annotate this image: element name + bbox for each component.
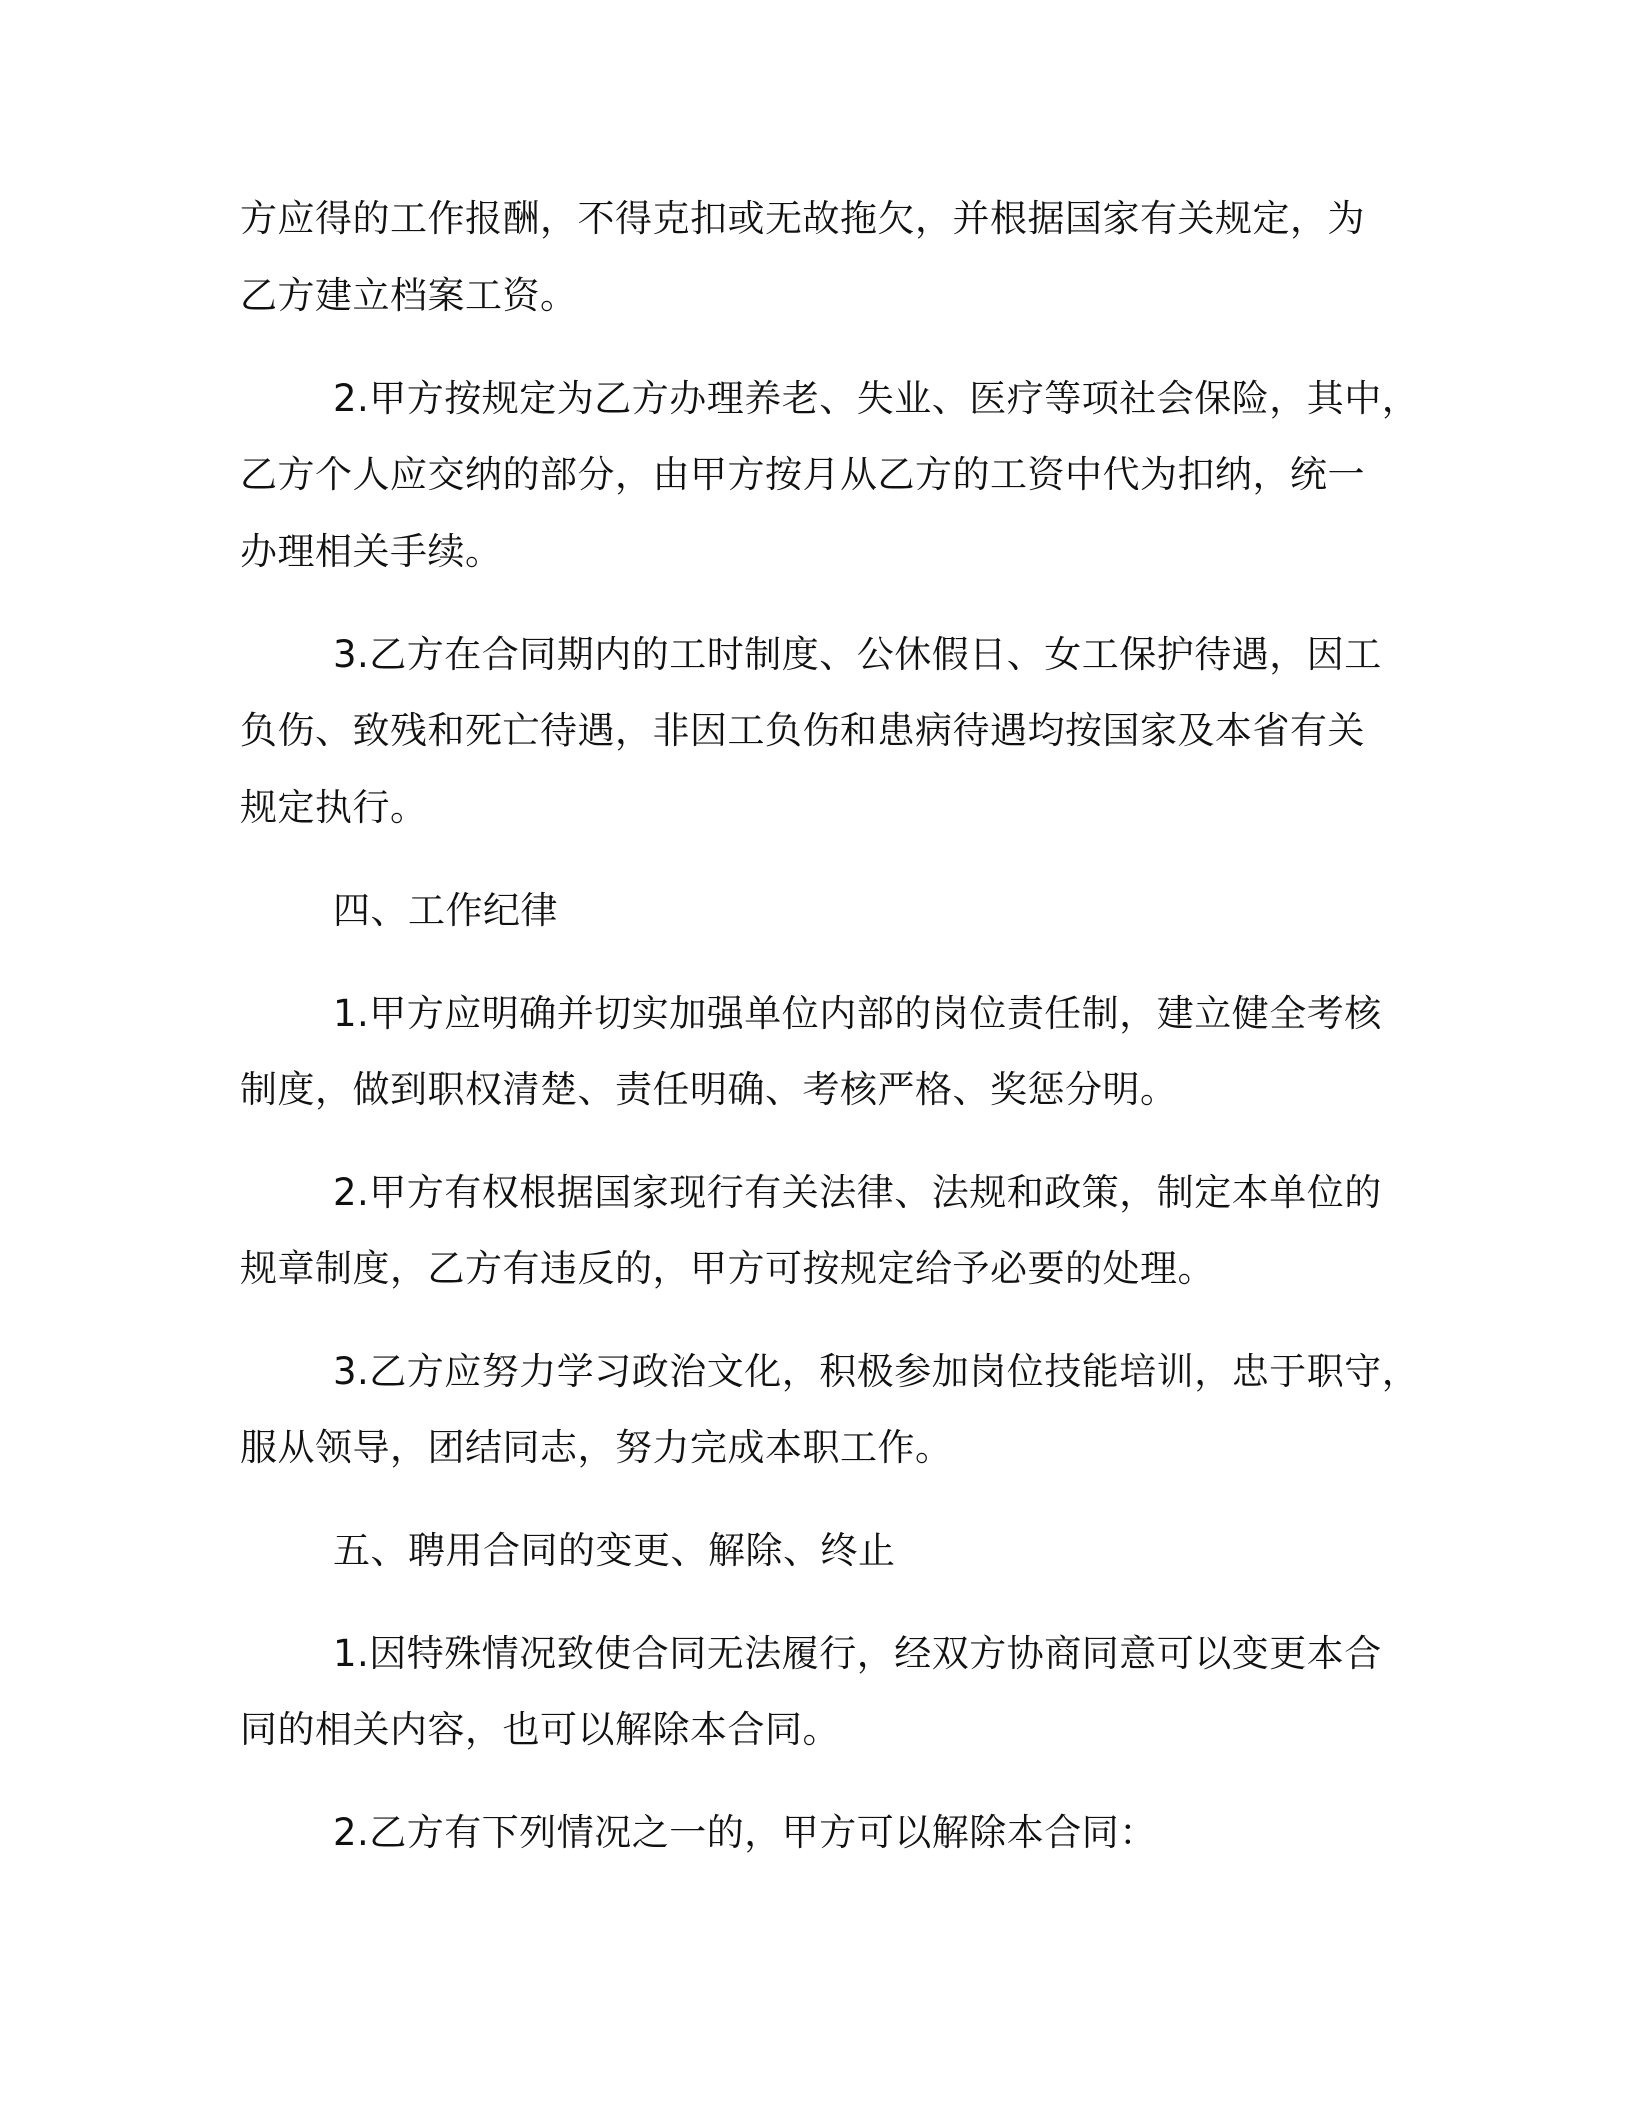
paragraph-line: 2.乙方有下列情况之一的，甲方可以解除本合同： xyxy=(333,1811,1157,1854)
text-line: 乙方个人应交纳的部分，由甲方按月从乙方的工资中代为扣纳，统一 xyxy=(240,453,1365,496)
text-line: 负伤、致残和死亡待遇，非因工负伤和患病待遇均按国家及本省有关 xyxy=(240,709,1365,752)
text-line: 同的相关内容，也可以解除本合同。 xyxy=(240,1708,840,1751)
paragraph-line: 2.甲方按规定为乙方办理养老、失业、医疗等项社会保险，其中， xyxy=(333,377,1420,420)
section-heading: 五、聘用合同的变更、解除、终止 xyxy=(333,1529,896,1572)
text-line: 办理相关手续。 xyxy=(240,530,503,573)
paragraph-line: 1.甲方应明确并切实加强单位内部的岗位责任制，建立健全考核 xyxy=(333,992,1382,1035)
text-line: 规定执行。 xyxy=(240,786,428,829)
text-line: 乙方建立档案工资。 xyxy=(240,274,578,317)
section-heading: 四、工作纪律 xyxy=(333,889,558,932)
text-line: 方应得的工作报酬，不得克扣或无故拖欠，并根据国家有关规定，为 xyxy=(240,197,1365,240)
paragraph-line: 2.甲方有权根据国家现行有关法律、法规和政策，制定本单位的 xyxy=(333,1171,1382,1214)
text-line: 服从领导，团结同志，努力完成本职工作。 xyxy=(240,1426,953,1469)
paragraph-line: 3.乙方应努力学习政治文化，积极参加岗位技能培训，忠于职守， xyxy=(333,1350,1420,1393)
paragraph-line: 3.乙方在合同期内的工时制度、公休假日、女工保护待遇，因工 xyxy=(333,633,1382,676)
paragraph-line: 1.因特殊情况致使合同无法履行，经双方协商同意可以变更本合 xyxy=(333,1632,1382,1675)
text-line: 制度，做到职权清楚、责任明确、考核严格、奖惩分明。 xyxy=(240,1068,1178,1111)
text-line: 规章制度，乙方有违反的，甲方可按规定给予必要的处理。 xyxy=(240,1247,1215,1290)
